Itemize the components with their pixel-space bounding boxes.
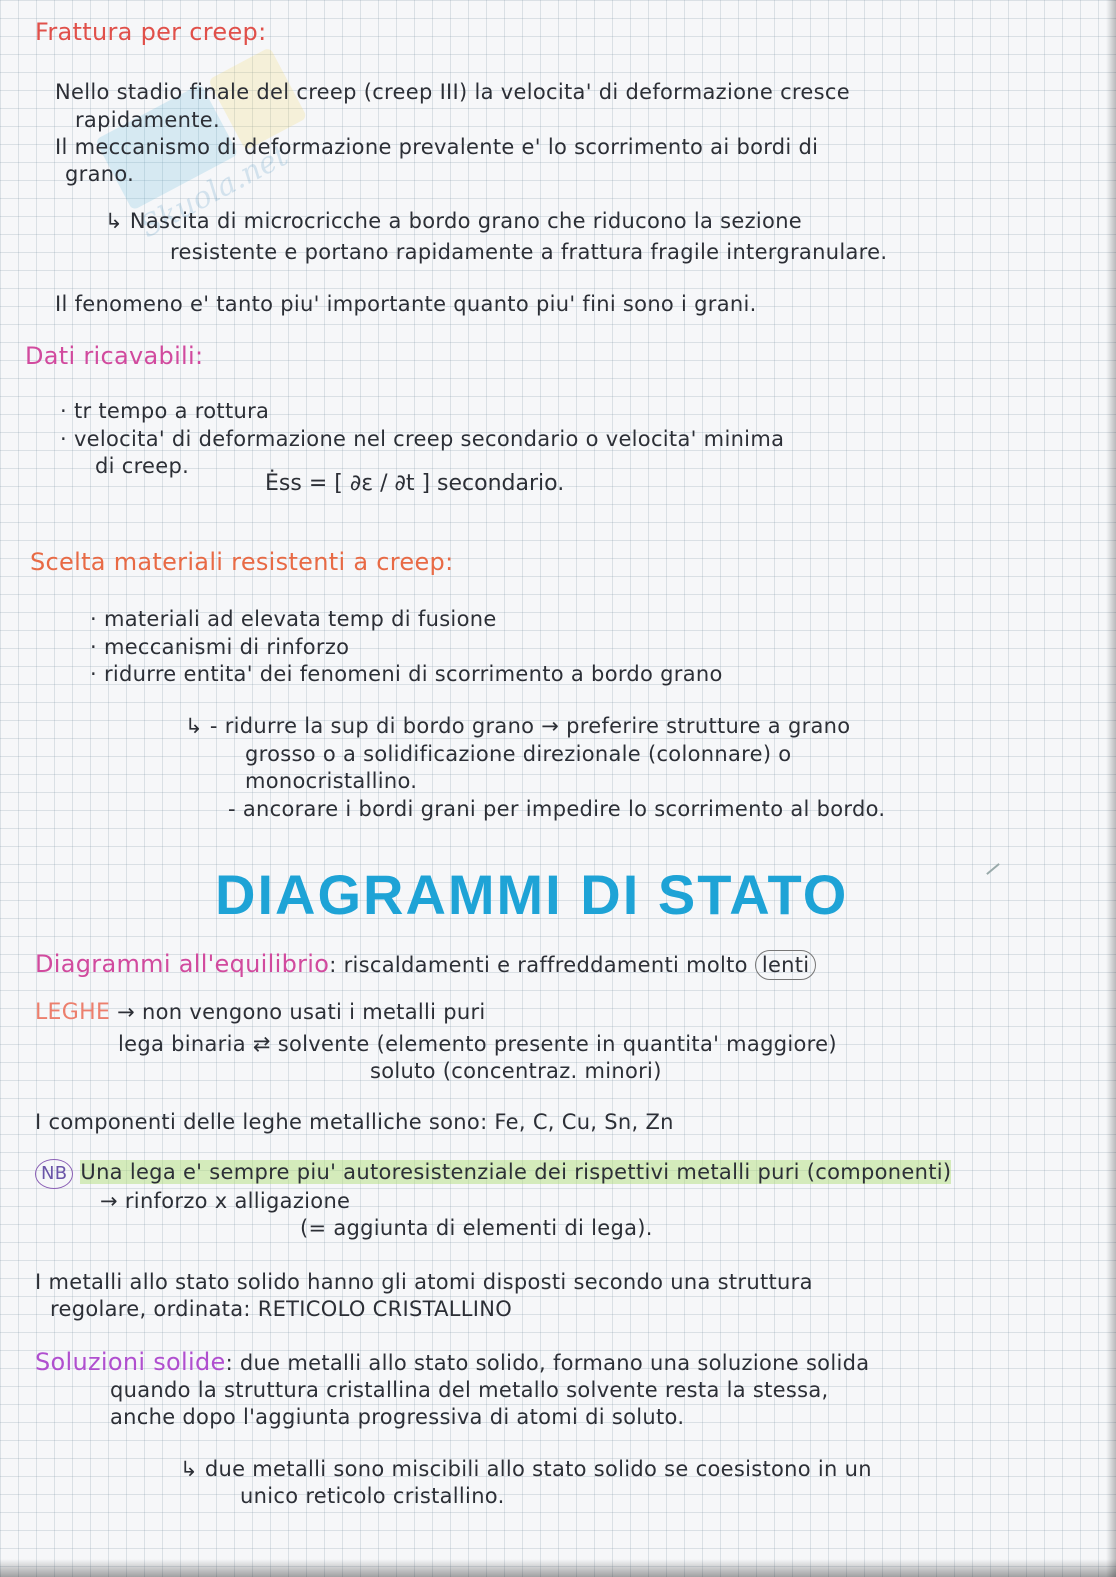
- bullet-item: · velocita' di deformazione nel creep secondario o velocita' minima: [60, 427, 785, 451]
- pen-mark: [986, 863, 1000, 875]
- text-line: quando la struttura cristallina del metallo solvente resta la stessa,: [110, 1378, 829, 1402]
- text-line: ↳ Nascita di microcricche a bordo grano che riducono la sezione: [105, 209, 803, 233]
- sub-item: unico reticolo cristallino.: [240, 1484, 505, 1508]
- alloys-line: [35, 998, 486, 1027]
- text-line: anche dopo l'aggiunta progressiva di atomi di soluto.: [110, 1405, 685, 1429]
- nb-reinforcement: → rinforzo x alligazione: [100, 1189, 351, 1213]
- sub-item: grosso o a solidificazione direzionale (colonnare) o: [245, 742, 792, 766]
- sub-item: ↳ due metalli sono miscibili allo stato solido se coesistono in un: [180, 1457, 872, 1481]
- circled-word: lenti: [755, 950, 817, 980]
- text-line: rapidamente.: [75, 108, 220, 132]
- page-edge-shadow: [1106, 0, 1116, 1577]
- bullet-item: · meccanismi di rinforzo: [90, 635, 350, 659]
- page-bottom-shadow: [0, 1559, 1116, 1577]
- bullet-item: · ridurre entita' dei fenomeni di scorrimento a bordo grano: [90, 662, 723, 686]
- sub-item: - ancorare i bordi grani per impedire lo scorrimento al bordo.: [228, 797, 886, 821]
- heading-choice: Scelta materiali resistenti a creep:: [30, 548, 454, 576]
- watermark-text: Skuola.net: [134, 137, 295, 246]
- sub-item: ↳ - ridurre la sup di bordo grano → preferire strutture a grano: [185, 714, 851, 738]
- nb-note: (= aggiunta di elementi di lega).: [300, 1216, 653, 1240]
- sub-item: monocristallino.: [245, 769, 418, 793]
- heading-data: Dati ricavabili:: [25, 342, 204, 370]
- text-line: Il meccanismo di deformazione prevalente e' lo scorrimento ai bordi di: [55, 135, 819, 159]
- solute-text: soluto (concentraz. minori): [370, 1059, 662, 1083]
- bullet-item: · tr tempo a rottura: [60, 399, 270, 423]
- nb-line: [35, 1158, 951, 1189]
- components-line: I componenti delle leghe metalliche sono: Fe, C, Cu, Sn, Zn: [35, 1110, 674, 1134]
- text-line: Il fenomeno e' tanto piu' importante quanto piu' fini sono i grani.: [55, 292, 757, 316]
- alloys-text: → non vengono usati i metalli puri: [117, 1000, 486, 1024]
- text-line: Nello stadio finale del creep (creep III) la velocita' di deformazione cresce: [55, 80, 850, 104]
- heading-fracture: Frattura per creep:: [35, 18, 267, 46]
- equilibrium-text: : riscaldamenti e raffreddamenti molto: [329, 953, 748, 977]
- text-line: I metalli allo stato solido hanno gli atomi disposti secondo una struttura: [35, 1270, 813, 1294]
- text-line: regolare, ordinata: RETICOLO CRISTALLINO: [50, 1297, 513, 1321]
- nb-badge: NB: [35, 1159, 73, 1189]
- nb-text: Una lega e' sempre piu' autoresistenziale dei rispettivi metalli puri (componenti): [80, 1160, 952, 1184]
- binary-alloy-label: lega binaria: [118, 1032, 246, 1056]
- text-line: resistente e portano rapidamente a frattura fragile intergranulare.: [170, 240, 888, 264]
- heading-alloys: LEGHE: [35, 1000, 111, 1025]
- solid-solutions-text: : due metalli allo stato solido, formano una soluzione solida: [225, 1351, 870, 1375]
- equilibrium-line: [35, 950, 816, 980]
- text-line: grano.: [65, 162, 135, 186]
- bullet-item: · materiali ad elevata temp di fusione: [90, 607, 497, 631]
- heading-solid-solutions: Soluzioni solide: [35, 1348, 226, 1376]
- page-title: DIAGRAMMI DI STATO: [215, 863, 849, 926]
- solvent-text: ⇄ solvente (elemento presente in quantita' maggiore): [252, 1032, 837, 1056]
- alloys-binary-line: [118, 1030, 837, 1058]
- strain-rate-formula: Ėss = [ ∂ε / ∂t ] secondario.: [265, 471, 565, 496]
- bullet-item: di creep.: [95, 454, 190, 478]
- solid-solutions-line: [35, 1348, 869, 1377]
- heading-equilibrium: Diagrammi all'equilibrio: [35, 950, 330, 978]
